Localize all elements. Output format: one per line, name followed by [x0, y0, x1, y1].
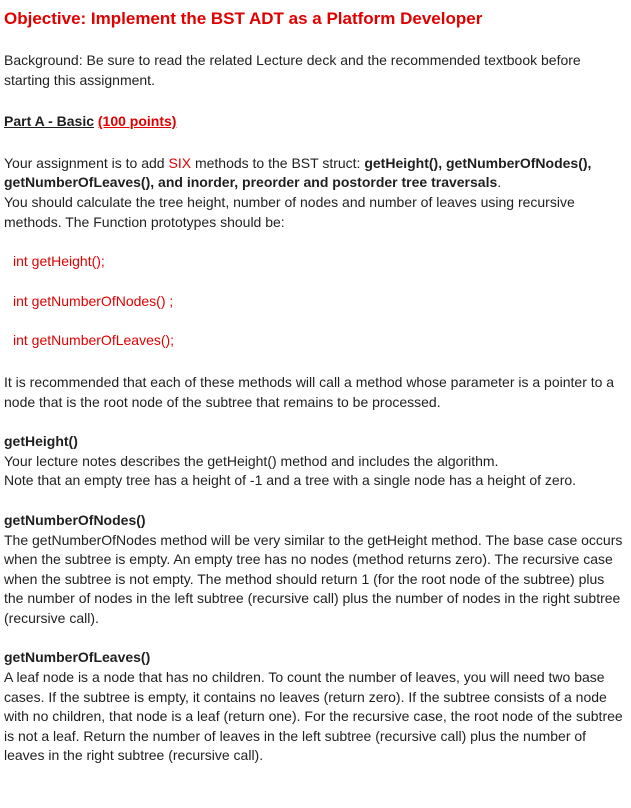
section-text: Your lecture notes describes the getHeight() method and includes the algorithm.	[4, 452, 499, 469]
section-get-number-of-nodes	[4, 511, 625, 629]
prototype-get-number-of-leaves: int getNumberOfLeaves();	[13, 332, 175, 349]
assignment-intro: Your assignment is to add	[4, 154, 169, 171]
part-a-points: (100 points)	[97, 113, 177, 130]
section-text: A leaf node is a node that has no children. To count the number of leaves, you will need two base cases. If the subtree is empty, it contains no leaves (return zero). If the subtree consists of a node with no children, that node is a leaf (return one). For the recursive case, the root node of the subtree is not a leaf. Return the number of leaves in the left subtree (recursive call) plus the number of leaves in the right subtree (recursive call).	[4, 669, 623, 764]
prototype-get-number-of-nodes: int getNumberOfNodes() ;	[13, 292, 174, 309]
assignment-line-2: You should calculate the tree height, number of nodes and number of leaves using recursive methods. The Function prototypes should be:	[4, 193, 575, 230]
methods-list: getHeight(), getNumberOfNodes(), getNumberOfLeaves(), and inorder, preorder and postorder tree traversals	[4, 154, 592, 191]
section-heading: getNumberOfLeaves()	[4, 649, 151, 666]
section-text: The getNumberOfNodes method will be very similar to the getHeight method. The base case occurs when the subtree is empty. An empty tree has no nodes (method returns zero). The recursive case when the subtree is not empty. The method should return 1 (for the root node of the subtree) plus the number of nodes in the left subtree (recursive call) plus the number of nodes in the right subtree (recursive call).	[4, 531, 623, 626]
prototype-get-height: int getHeight();	[13, 253, 105, 270]
recommend-paragraph: It is recommended that each of these methods will call a method whose parameter is a pointer to a node that is the root node of the subtree that remains to be processed.	[4, 373, 615, 410]
part-a-label: Part A - Basic	[4, 113, 94, 130]
six-highlight: SIX	[168, 154, 192, 171]
document-title: Objective: Implement the BST ADT as a Platform Developer	[4, 9, 483, 28]
background-paragraph: Background: Be sure to read the related Lecture deck and the recommended textbook before starting this assignment.	[4, 52, 581, 88]
section-text: Note that an empty tree has a height of -1 and a tree with a single node has a height of zero.	[4, 472, 577, 489]
section-heading: getHeight()	[4, 433, 78, 450]
section-get-height	[4, 432, 625, 491]
assignment-intro-cont: methods to the BST struct:	[191, 154, 365, 171]
part-a-heading	[4, 112, 625, 132]
section-heading: getNumberOfNodes()	[4, 511, 146, 528]
assignment-paragraph	[4, 154, 625, 193]
assignment-period: .	[497, 174, 502, 191]
section-get-number-of-leaves	[4, 648, 625, 766]
